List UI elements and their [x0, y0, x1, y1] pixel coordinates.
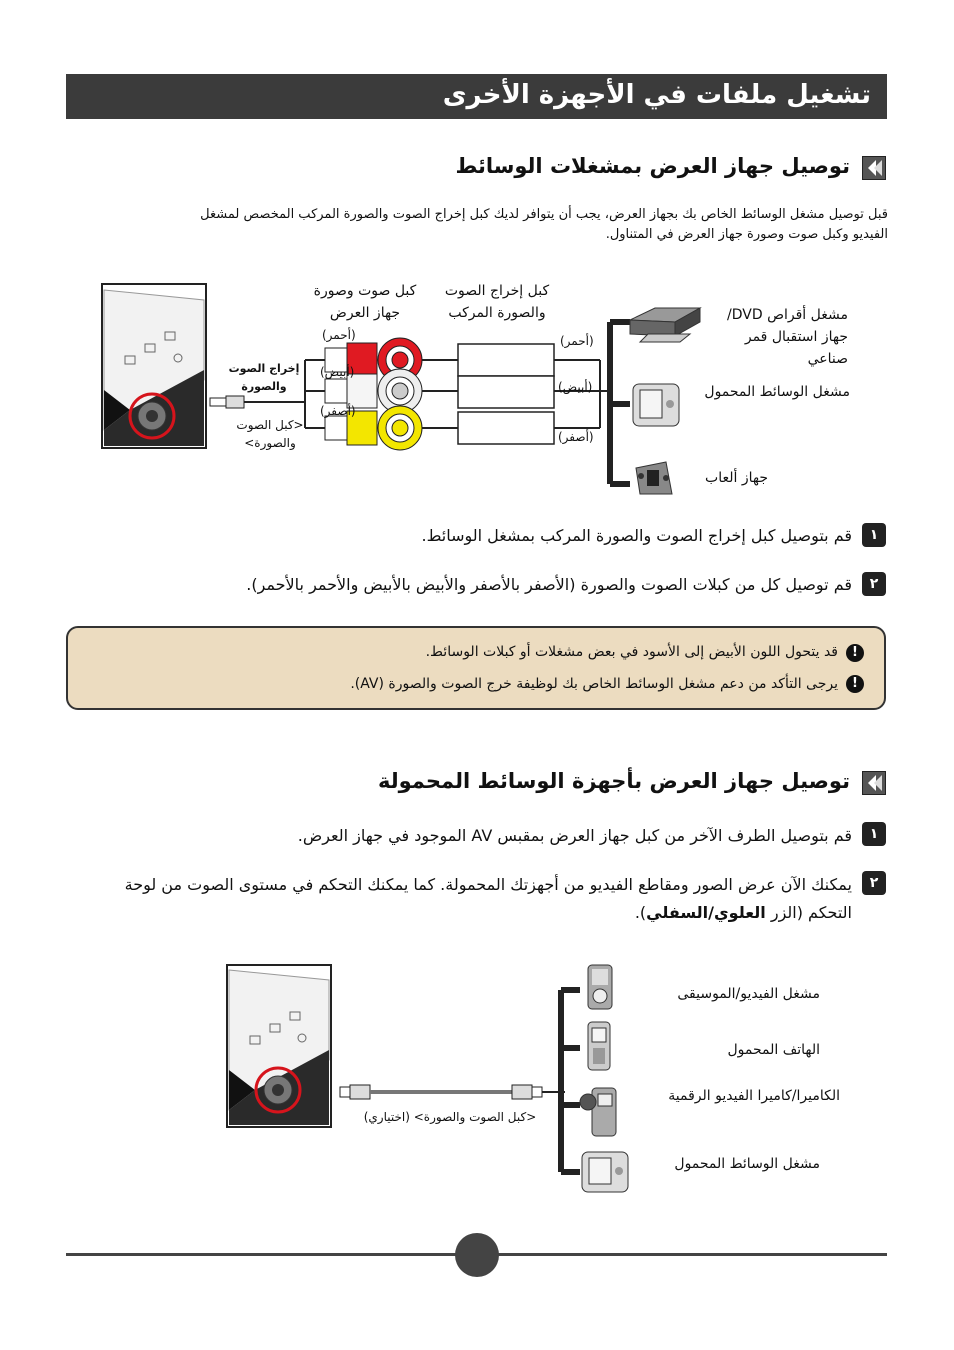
device-phone-label: الهاتف المحمول	[727, 1042, 820, 1058]
portable-connection-diagram	[220, 960, 840, 1200]
device-game-label: جهاز ألعاب	[705, 470, 768, 486]
white-label-right: (أبيض)	[558, 380, 593, 394]
optional-cable-label: <كبل الصوت والصورة> (اختياري)	[363, 1110, 537, 1124]
device-media-label: مشغل الوسائط المحمول	[704, 384, 850, 400]
device-dvd-label: مشغل أقراص DVD/جهاز استقبال قمر صناعي	[727, 307, 848, 367]
device-media-label: مشغل الوسائط المحمول	[674, 1156, 820, 1172]
red-label-left: (أحمر)	[322, 328, 356, 342]
step-text-part: ).	[634, 903, 647, 922]
yellow-label-right: (أصفر)	[558, 430, 594, 444]
warning-icon: !	[846, 644, 864, 662]
step-number: ٢	[862, 572, 886, 596]
device-music-label: مشغل الفيديو/الموسيقى	[677, 986, 820, 1002]
warning-icon: !	[846, 675, 864, 693]
step-text: قم توصيل كل من كبلات الصوت والصورة (الأصفر بالأصفر والأبيض بالأبيض والأحمر بالأحمر).	[246, 575, 852, 594]
step-text-part: التحكم (الزر	[765, 903, 852, 922]
section-title: توصيل جهاز العرض بمشغلات الوسائط	[455, 154, 850, 178]
step-text: يمكنك الآن عرض الصور ومقاطع الفيديو من أجهزتك المحمولة. كما يمكنك التحكم في مستوى الصوت من لوحة	[124, 875, 852, 894]
av-out-cable-label: كبل إخراج الصوت والصورة المركب	[444, 283, 550, 321]
note-line: قد يتحول اللون الأبيض إلى الأسود في بعض مشغلات أو كبلات الوسائط.	[425, 644, 838, 660]
red-label-right: (أحمر)	[560, 334, 594, 348]
media-player-illustration	[582, 1152, 628, 1192]
step-text-bold: العلوي/السفلي	[646, 903, 766, 922]
projector-illustration	[227, 965, 331, 1127]
note-line: يرجى التأكد من دعم مشغل الوسائط الخاص بك لوظيفة خرج الصوت والصورة (AV).	[350, 676, 838, 692]
projector-port-label: إخراج الصوت والصورة	[228, 362, 300, 393]
step-number: ٢	[862, 871, 886, 895]
title-banner	[66, 74, 887, 119]
section-title: توصيل جهاز العرض بأجهزة الوسائط المحمولة	[378, 769, 850, 793]
device-camera-label: الكاميرا/كاميرا الفيديو الرقمية	[668, 1088, 840, 1104]
music-player-illustration	[588, 965, 612, 1009]
step-number: ١	[862, 523, 886, 547]
step-text: قم بتوصيل الطرف الآخر من كبل جهاز العرض بمقبس AV الموجود في جهاز العرض.	[297, 826, 852, 845]
camcorder-illustration	[580, 1088, 616, 1136]
dvd-device-illustration	[630, 308, 700, 342]
phone-illustration	[588, 1022, 610, 1070]
media-player-illustration	[633, 384, 679, 426]
page-number-badge	[455, 1233, 499, 1277]
step-number: ١	[862, 822, 886, 846]
connection-diagram	[100, 280, 880, 495]
av-cable-label: <كبل الصوت والصورة>	[236, 418, 304, 450]
note-box	[66, 626, 886, 710]
step-text: قم بتوصيل كبل إخراج الصوت والصورة المركب بمشغل الوسائط.	[421, 526, 852, 545]
intro-line: قبل توصيل مشغل الوسائط الخاص بك بجهاز العرض، يجب أن يتوافر لديك كبل إخراج الصوت والصورة المركب المخصص لمشغل	[200, 207, 888, 222]
page-title: تشغيل ملفات في الأجهزة الأخرى	[442, 80, 871, 110]
section-arrow-icon	[862, 156, 886, 180]
section-arrow-icon	[862, 771, 886, 795]
projector-av-cable-label: كبل صوت وصورة جهاز العرض	[313, 283, 417, 321]
step-text	[635, 903, 852, 922]
game-device-illustration	[636, 462, 672, 494]
intro-paragraph	[88, 205, 888, 245]
yellow-label-left: (أصفر)	[320, 404, 356, 418]
intro-line: الفيديو وكبل صوت وصورة جهاز العرض في المتناول.	[605, 227, 888, 242]
projector-illustration	[102, 284, 206, 448]
white-label-left: (أبيض)	[320, 365, 355, 379]
